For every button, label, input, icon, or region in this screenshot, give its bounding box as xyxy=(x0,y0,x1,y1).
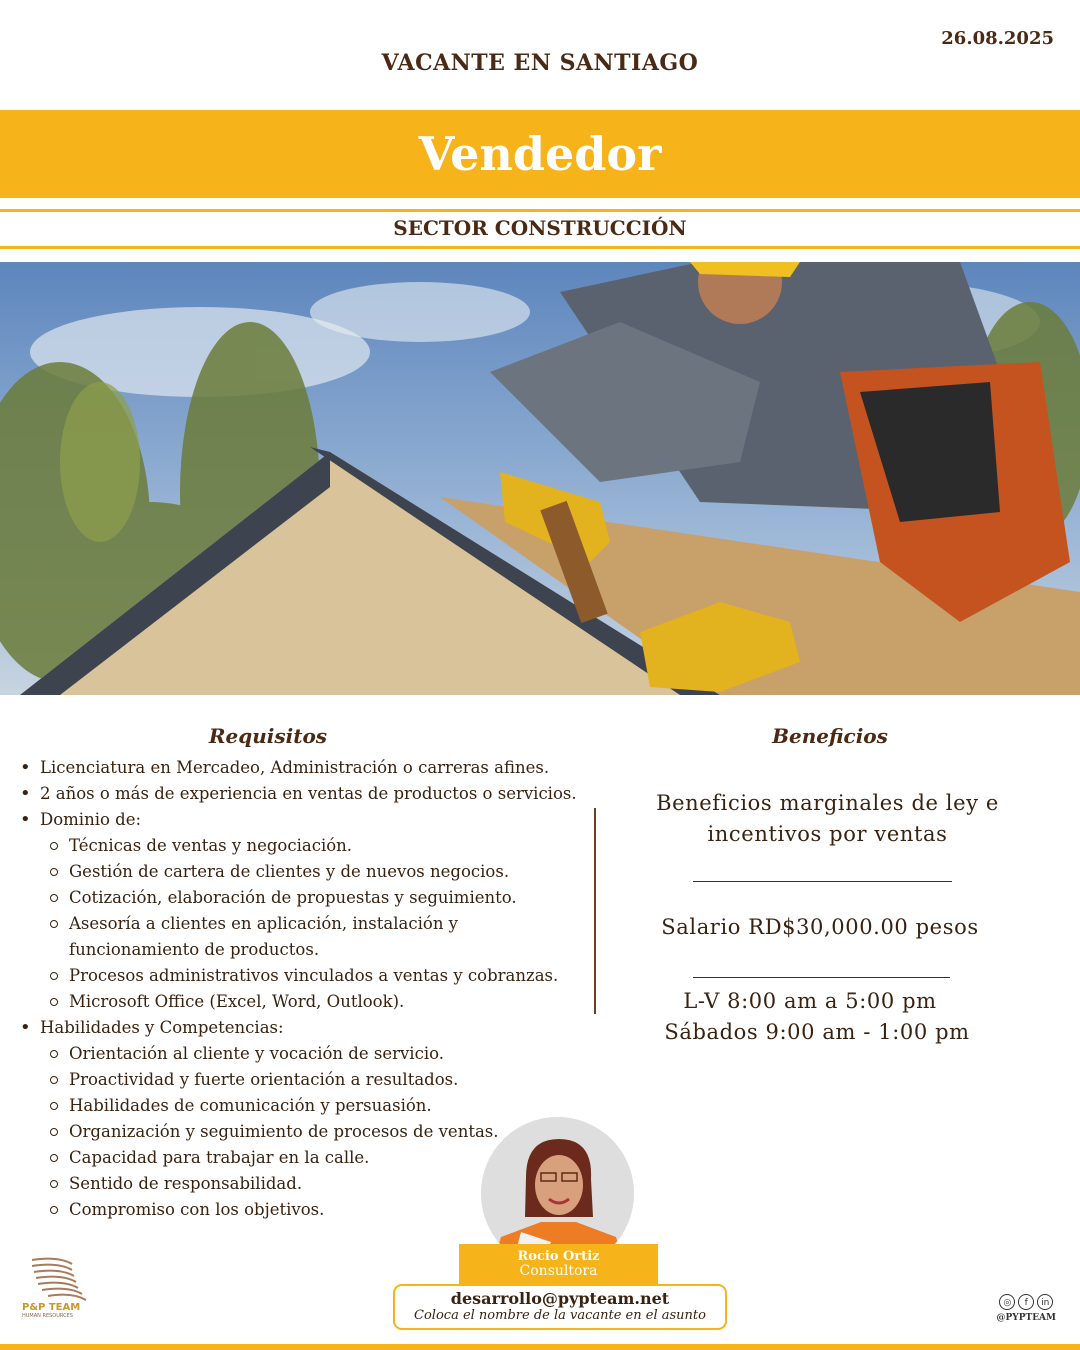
list-item: Orientación al cliente y vocación de servicio. xyxy=(0,1041,585,1067)
column-divider xyxy=(594,808,596,1014)
list-item: • Habilidades y Competencias: xyxy=(0,1015,585,1041)
list-item: Proactividad y fuerte orientación a resultados. xyxy=(0,1067,585,1093)
requirements-heading: Requisitos xyxy=(208,724,328,748)
social-handle: @PYPTEAM xyxy=(996,1313,1056,1323)
list-item: Habilidades de comunicación y persuasión. xyxy=(0,1093,585,1119)
staircase-logo-icon xyxy=(28,1254,88,1302)
vacancy-location: VACANTE EN SANTIAGO xyxy=(381,50,699,76)
job-title: Vendedor xyxy=(418,127,662,181)
social-block xyxy=(997,1294,1056,1323)
contact-email[interactable]: desarrollo@pypteam.net xyxy=(450,1289,670,1308)
instagram-icon[interactable]: ◎ xyxy=(999,1294,1015,1310)
benefits-divider xyxy=(693,881,952,882)
schedule-weekdays: L-V 8:00 am a 5:00 pm xyxy=(683,989,937,1013)
list-item: Asesoría a clientes en aplicación, instalación y funcionamiento de productos. xyxy=(0,911,585,963)
benefits-heading: Beneficios xyxy=(772,724,888,748)
post-date: 26.08.2025 xyxy=(941,28,1054,49)
contact-box xyxy=(393,1284,727,1330)
hero-photo xyxy=(0,262,1080,695)
email-instruction: Coloca el nombre de la vacante en el asunto xyxy=(414,1308,706,1323)
logo-tagline: HUMAN RESOURCES xyxy=(22,1313,73,1319)
schedule-saturday: Sábados 9:00 am - 1:00 pm xyxy=(664,1020,970,1044)
facebook-icon[interactable]: f xyxy=(1018,1294,1034,1310)
logo-name: P&P TEAM xyxy=(22,1302,81,1313)
list-item: • 2 años o más de experiencia en ventas de productos o servicios. xyxy=(0,781,585,807)
list-item: Capacidad para trabajar en la calle. xyxy=(0,1145,585,1171)
divider-line xyxy=(0,246,1080,249)
title-band xyxy=(0,110,1080,198)
list-item: • Dominio de: xyxy=(0,807,585,833)
list-item: Técnicas de ventas y negociación. xyxy=(0,833,585,859)
company-logo xyxy=(22,1254,102,1319)
list-item: Procesos administrativos vinculados a ventas y cobranzas. xyxy=(0,963,585,989)
sector-label: SECTOR CONSTRUCCIÓN xyxy=(393,216,687,240)
benefits-divider xyxy=(693,977,950,978)
list-item: Cotización, elaboración de propuestas y seguimiento. xyxy=(0,885,585,911)
list-item: Organización y seguimiento de procesos de ventas. xyxy=(0,1119,585,1145)
list-item: Gestión de cartera de clientes y de nuevos negocios. xyxy=(0,859,585,885)
consultant-name: Rocio Ortiz xyxy=(517,1249,600,1264)
bottom-border xyxy=(0,1344,1080,1350)
salary-text: Salario RD$30,000.00 pesos xyxy=(661,915,979,939)
list-item: Sentido de responsabilidad. xyxy=(0,1171,585,1197)
divider-line xyxy=(0,209,1080,212)
benefits-marginal: Beneficios marginales de ley e incentivos por ventas xyxy=(656,791,999,846)
list-item: Microsoft Office (Excel, Word, Outlook). xyxy=(0,989,585,1015)
linkedin-icon[interactable]: in xyxy=(1037,1294,1053,1310)
list-item: Compromiso con los objetivos. xyxy=(0,1197,585,1223)
consultant-role: Consultora xyxy=(519,1263,598,1279)
consultant-card xyxy=(459,1244,658,1284)
list-item: • Licenciatura en Mercadeo, Administración o carreras afines. xyxy=(0,755,585,781)
